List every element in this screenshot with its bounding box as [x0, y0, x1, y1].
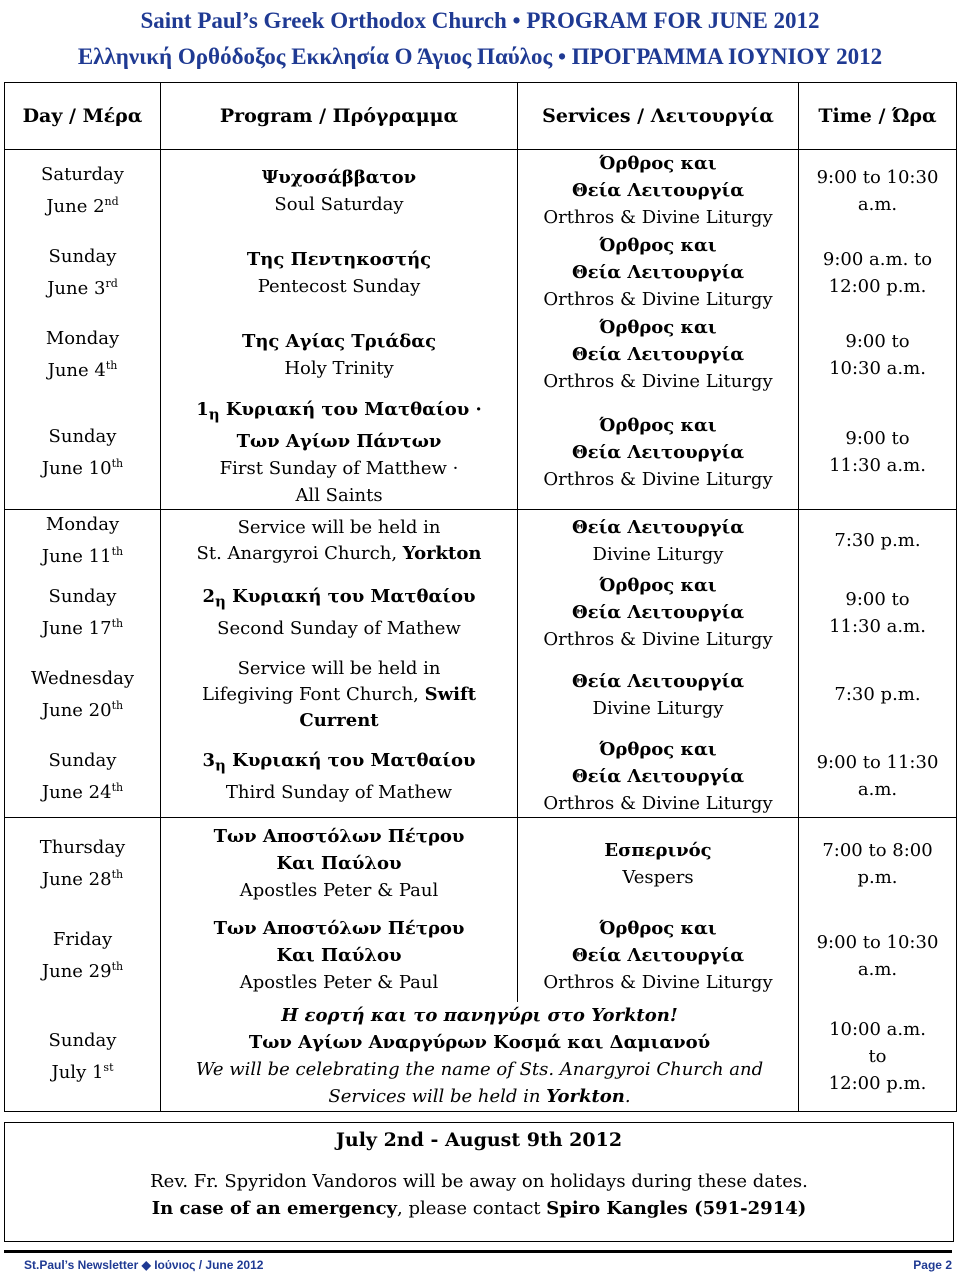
day-cell: Sunday June 3rd: [5, 232, 161, 314]
diamond-icon: ◆: [141, 1258, 151, 1272]
service-cell: Όρθρος και Θεία Λειτουργία Orthros & Divine Liturgy: [518, 314, 799, 396]
service-cell: Όρθρος και Θεία Λειτουργία Orthros & Divine Liturgy: [518, 736, 799, 818]
program-cell: Service will be held in Lifegiving Font Church, Swift Current: [161, 654, 518, 736]
program-cell: Ψυχοσάββατον Soul Saturday: [161, 150, 518, 232]
column-header-services: Services / Λειτουργία: [518, 83, 799, 150]
time-cell: 9:00 to 11:30 a.m.: [799, 736, 957, 818]
time-cell: 7:30 p.m.: [799, 654, 957, 736]
table-row: [5, 396, 957, 510]
title-english: Saint Paul’s Greek Orthodox Church • PROGRAM FOR JUNE 2012: [140, 8, 820, 33]
program-cell: Service will be held in St. Anargyroi Church, Yorkton: [161, 510, 518, 572]
day-cell: Wednesday June 20th: [5, 654, 161, 736]
column-header-program: Program / Πρόγραμμα: [161, 83, 518, 150]
notice-dates: July 2nd - August 9th 2012: [335, 1129, 623, 1151]
footer-left: St.Paul’s Newsletter ◆ Ιούνιος / June 2012: [24, 1258, 264, 1272]
service-cell: Όρθρος και Θεία Λειτουργία Orthros & Divine Liturgy: [518, 396, 799, 510]
time-cell: 9:00 to 11:30 a.m.: [799, 572, 957, 654]
table-row: [5, 736, 957, 818]
time-cell: 9:00 to 10:30 a.m.: [799, 150, 957, 232]
column-header-day: Day / Μέρα: [5, 83, 161, 150]
day-cell: Monday June 4th: [5, 314, 161, 396]
day-cell: Saturday June 2nd: [5, 150, 161, 232]
program-cell: Των Αποστόλων Πέτρου Και Παύλου Apostles Peter & Paul: [161, 910, 518, 1002]
program-cell: Της Αγίας Τριάδας Holy Trinity: [161, 314, 518, 396]
feast-location: Services will be held in Yorkton.: [328, 1086, 631, 1108]
table-row: [5, 818, 957, 910]
time-cell: 9:00 to 10:30 a.m.: [799, 910, 957, 1002]
time-cell: 10:00 a.m. to 12:00 p.m.: [799, 1002, 957, 1112]
table-row: [5, 150, 957, 232]
time-cell: 7:30 p.m.: [799, 510, 957, 572]
program-table: [4, 82, 957, 1112]
day-cell: Monday June 11th: [5, 510, 161, 572]
day-cell: Sunday June 24th: [5, 736, 161, 818]
service-cell: Όρθρος και Θεία Λειτουργία Orthros & Divine Liturgy: [518, 910, 799, 1002]
day-cell: Thursday June 28th: [5, 818, 161, 910]
feast-cell: [161, 1002, 799, 1112]
title-greek: Ελληνική Ορθόδοξος Εκκλησία Ο Άγιος Παύλος • ΠΡΟΓΡΑΜΜΑ ΙΟΥΝΙΟΥ 2012: [77, 44, 883, 69]
time-cell: 9:00 a.m. to 12:00 p.m.: [799, 232, 957, 314]
day-cell: Sunday June 17th: [5, 572, 161, 654]
table-row: [5, 1002, 957, 1112]
day-cell: Friday June 29th: [5, 910, 161, 1002]
time-cell: 7:00 to 8:00 p.m.: [799, 818, 957, 910]
table-row: [5, 232, 957, 314]
feast-saints-name: Των Αγίων Αναργύρων Κοσμά και Δαμιανού: [248, 1032, 711, 1054]
program-cell: Της Πεντηκοστής Pentecost Sunday: [161, 232, 518, 314]
service-cell: Όρθρος και Θεία Λειτουργία Orthros & Divine Liturgy: [518, 572, 799, 654]
service-cell: Εσπερινός Vespers: [518, 818, 799, 910]
service-cell: Θεία Λειτουργία Divine Liturgy: [518, 654, 799, 736]
table-row: [5, 314, 957, 396]
day-cell: Sunday June 10th: [5, 396, 161, 510]
feast-greek-title: Η εορτή και το πανηγύρι στο Yorkton!: [281, 1005, 678, 1027]
program-cell: $1_\eta$ Κυριακή του Ματθαίου · Των Αγίων Πάντων First Sunday of Matthew · All Saints: [161, 396, 518, 510]
program-cell: Των Αποστόλων Πέτρου Και Παύλου Apostles Peter & Paul: [161, 818, 518, 910]
service-cell: Όρθρος και Θεία Λειτουργία Orthros & Divine Liturgy: [518, 150, 799, 232]
notice-line-2: In case of an emergency, please contact Spiro Kangles (591-2914): [151, 1198, 807, 1219]
table-row: [5, 510, 957, 572]
column-header-time: Time / Ώρα: [799, 83, 957, 150]
time-cell: 9:00 to 11:30 a.m.: [799, 396, 957, 510]
service-cell: Θεία Λειτουργία Divine Liturgy: [518, 510, 799, 572]
day-cell: Sunday July 1st: [5, 1002, 161, 1112]
service-cell: Όρθρος και Θεία Λειτουργία Orthros & Divine Liturgy: [518, 232, 799, 314]
table-row: [5, 910, 957, 1002]
notice-line-1: Rev. Fr. Spyridon Vandoros will be away on holidays during these dates.: [150, 1171, 808, 1192]
program-cell: $3_\eta$ Κυριακή του Ματθαίου Third Sunday of Mathew: [161, 736, 518, 818]
table-row: [5, 572, 957, 654]
table-row: [5, 654, 957, 736]
page-footer: [4, 1250, 952, 1272]
program-cell: $2_\eta$ Κυριακή του Ματθαίου Second Sunday of Mathew: [161, 572, 518, 654]
time-cell: 9:00 to 10:30 a.m.: [799, 314, 957, 396]
page-number: Page 2: [913, 1258, 952, 1272]
holiday-notice: [4, 1122, 954, 1242]
feast-note: We will be celebrating the name of Sts. Anargyroi Church and: [195, 1059, 764, 1081]
